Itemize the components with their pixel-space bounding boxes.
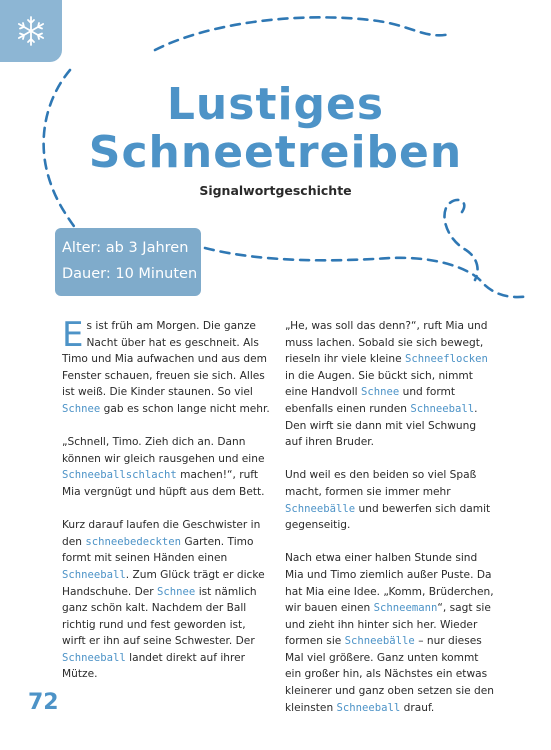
story-text: in die Augen. Sie bückt sich, nimmt eine Handvoll: [285, 369, 473, 399]
story-text: . Den wirft sie dann mit viel Schwung auf ihren Bruder.: [285, 402, 478, 449]
page-number: 72: [28, 690, 59, 715]
story-column-right: [285, 318, 495, 733]
signal-word: Schneeballschlacht: [62, 469, 177, 482]
story-text: Garten. Timo formt mit seinen Händen einen: [62, 535, 254, 565]
title-line-2: Schneetreiben: [88, 127, 463, 178]
signal-word: Schneebälle: [285, 502, 356, 515]
story-text: s ist früh am Morgen. Die ganze Nacht über hat es geschneit. Als Timo und Mia aufwachen und aus dem Fenster schauen, freuen sie sich. Alles ist weiß. Die Kinder staunen. So viel: [62, 320, 267, 399]
subtitle: Signalwortgeschichte: [199, 183, 352, 198]
story-text: . Zum Glück trägt er dicke Handschuhe. Der: [62, 568, 265, 598]
age-label: Alter: ab 3 Jahren: [62, 240, 189, 256]
signal-word: Schneeball: [410, 402, 475, 415]
story-text: Und weil es den beiden so viel Spaß macht, formen sie immer mehr: [285, 469, 477, 498]
signal-word: Schneemann: [373, 602, 438, 615]
signal-word: Schneeflocken: [404, 353, 488, 366]
story-text: „Schnell, Timo. Zieh dich an. Dann können wir gleich rausgehen und eine: [62, 436, 265, 465]
title-line-1: Lustiges: [166, 79, 385, 130]
story-paragraph: [285, 467, 495, 533]
duration-label: Dauer: 10 Minuten: [62, 266, 198, 282]
signal-word: Schneeball: [62, 651, 126, 664]
story-paragraph: [62, 434, 272, 500]
story-paragraph: [285, 550, 495, 716]
signal-word: Schnee: [360, 386, 400, 399]
story-paragraph: [62, 517, 272, 683]
signal-word: Schneebälle: [344, 635, 415, 648]
story-text: Nach etwa einer halben Stunde sind Mia und Timo ziemlich außer Puste. Da hat Mia eine Idee. „Komm, Brüderchen, wir bauen einen: [285, 552, 494, 615]
story-text: landet direkt auf ihrer Mütze.: [62, 651, 245, 681]
snowflake-icon: [14, 14, 48, 48]
meta-box: [55, 228, 201, 296]
story-text: gab es schon lange nicht mehr.: [100, 402, 270, 415]
story-text: drauf.: [400, 701, 435, 714]
signal-word: Schnee: [157, 585, 196, 598]
story-paragraph: [62, 315, 272, 418]
story-text: Kurz darauf laufen die Geschwister in den: [62, 519, 261, 548]
signal-word: schneebedeckten: [85, 535, 181, 548]
story-text: machen!“, ruft Mia vergnügt und hüpft aus dem Bett.: [62, 469, 265, 498]
story-paragraph: [285, 318, 495, 451]
drop-cap: E: [62, 315, 84, 355]
story-text: und formt ebenfalls einen runden: [285, 386, 455, 415]
signal-word: Schneeball: [62, 568, 126, 581]
story-text: und bewerfen sich damit gegenseitig.: [285, 502, 491, 532]
signal-word: Schnee: [62, 402, 101, 415]
signal-word: Schneeball: [336, 701, 401, 714]
corner-tab: [0, 0, 62, 62]
story-text: „He, was soll das denn?“, ruft Mia und muss lachen. Sobald sie sich bewegt, rieseln ihr viele kleine: [285, 320, 488, 366]
story-text: ist nämlich ganz schön kalt. Nachdem der Ball richtig rund und fest geworden ist, wirft er ihn auf seine Schwester. Der: [62, 585, 257, 648]
story-text: – nur dieses Mal viel größere. Ganz unten kommt ein großer hin, als Nächstes ein etwas kleinerer und ganz oben setzen sie den kleinsten: [285, 635, 494, 714]
story-column-left: [62, 315, 272, 700]
story-text: “, sagt sie und zieht ihn hinter sich her. Wieder formen sie: [285, 602, 491, 648]
